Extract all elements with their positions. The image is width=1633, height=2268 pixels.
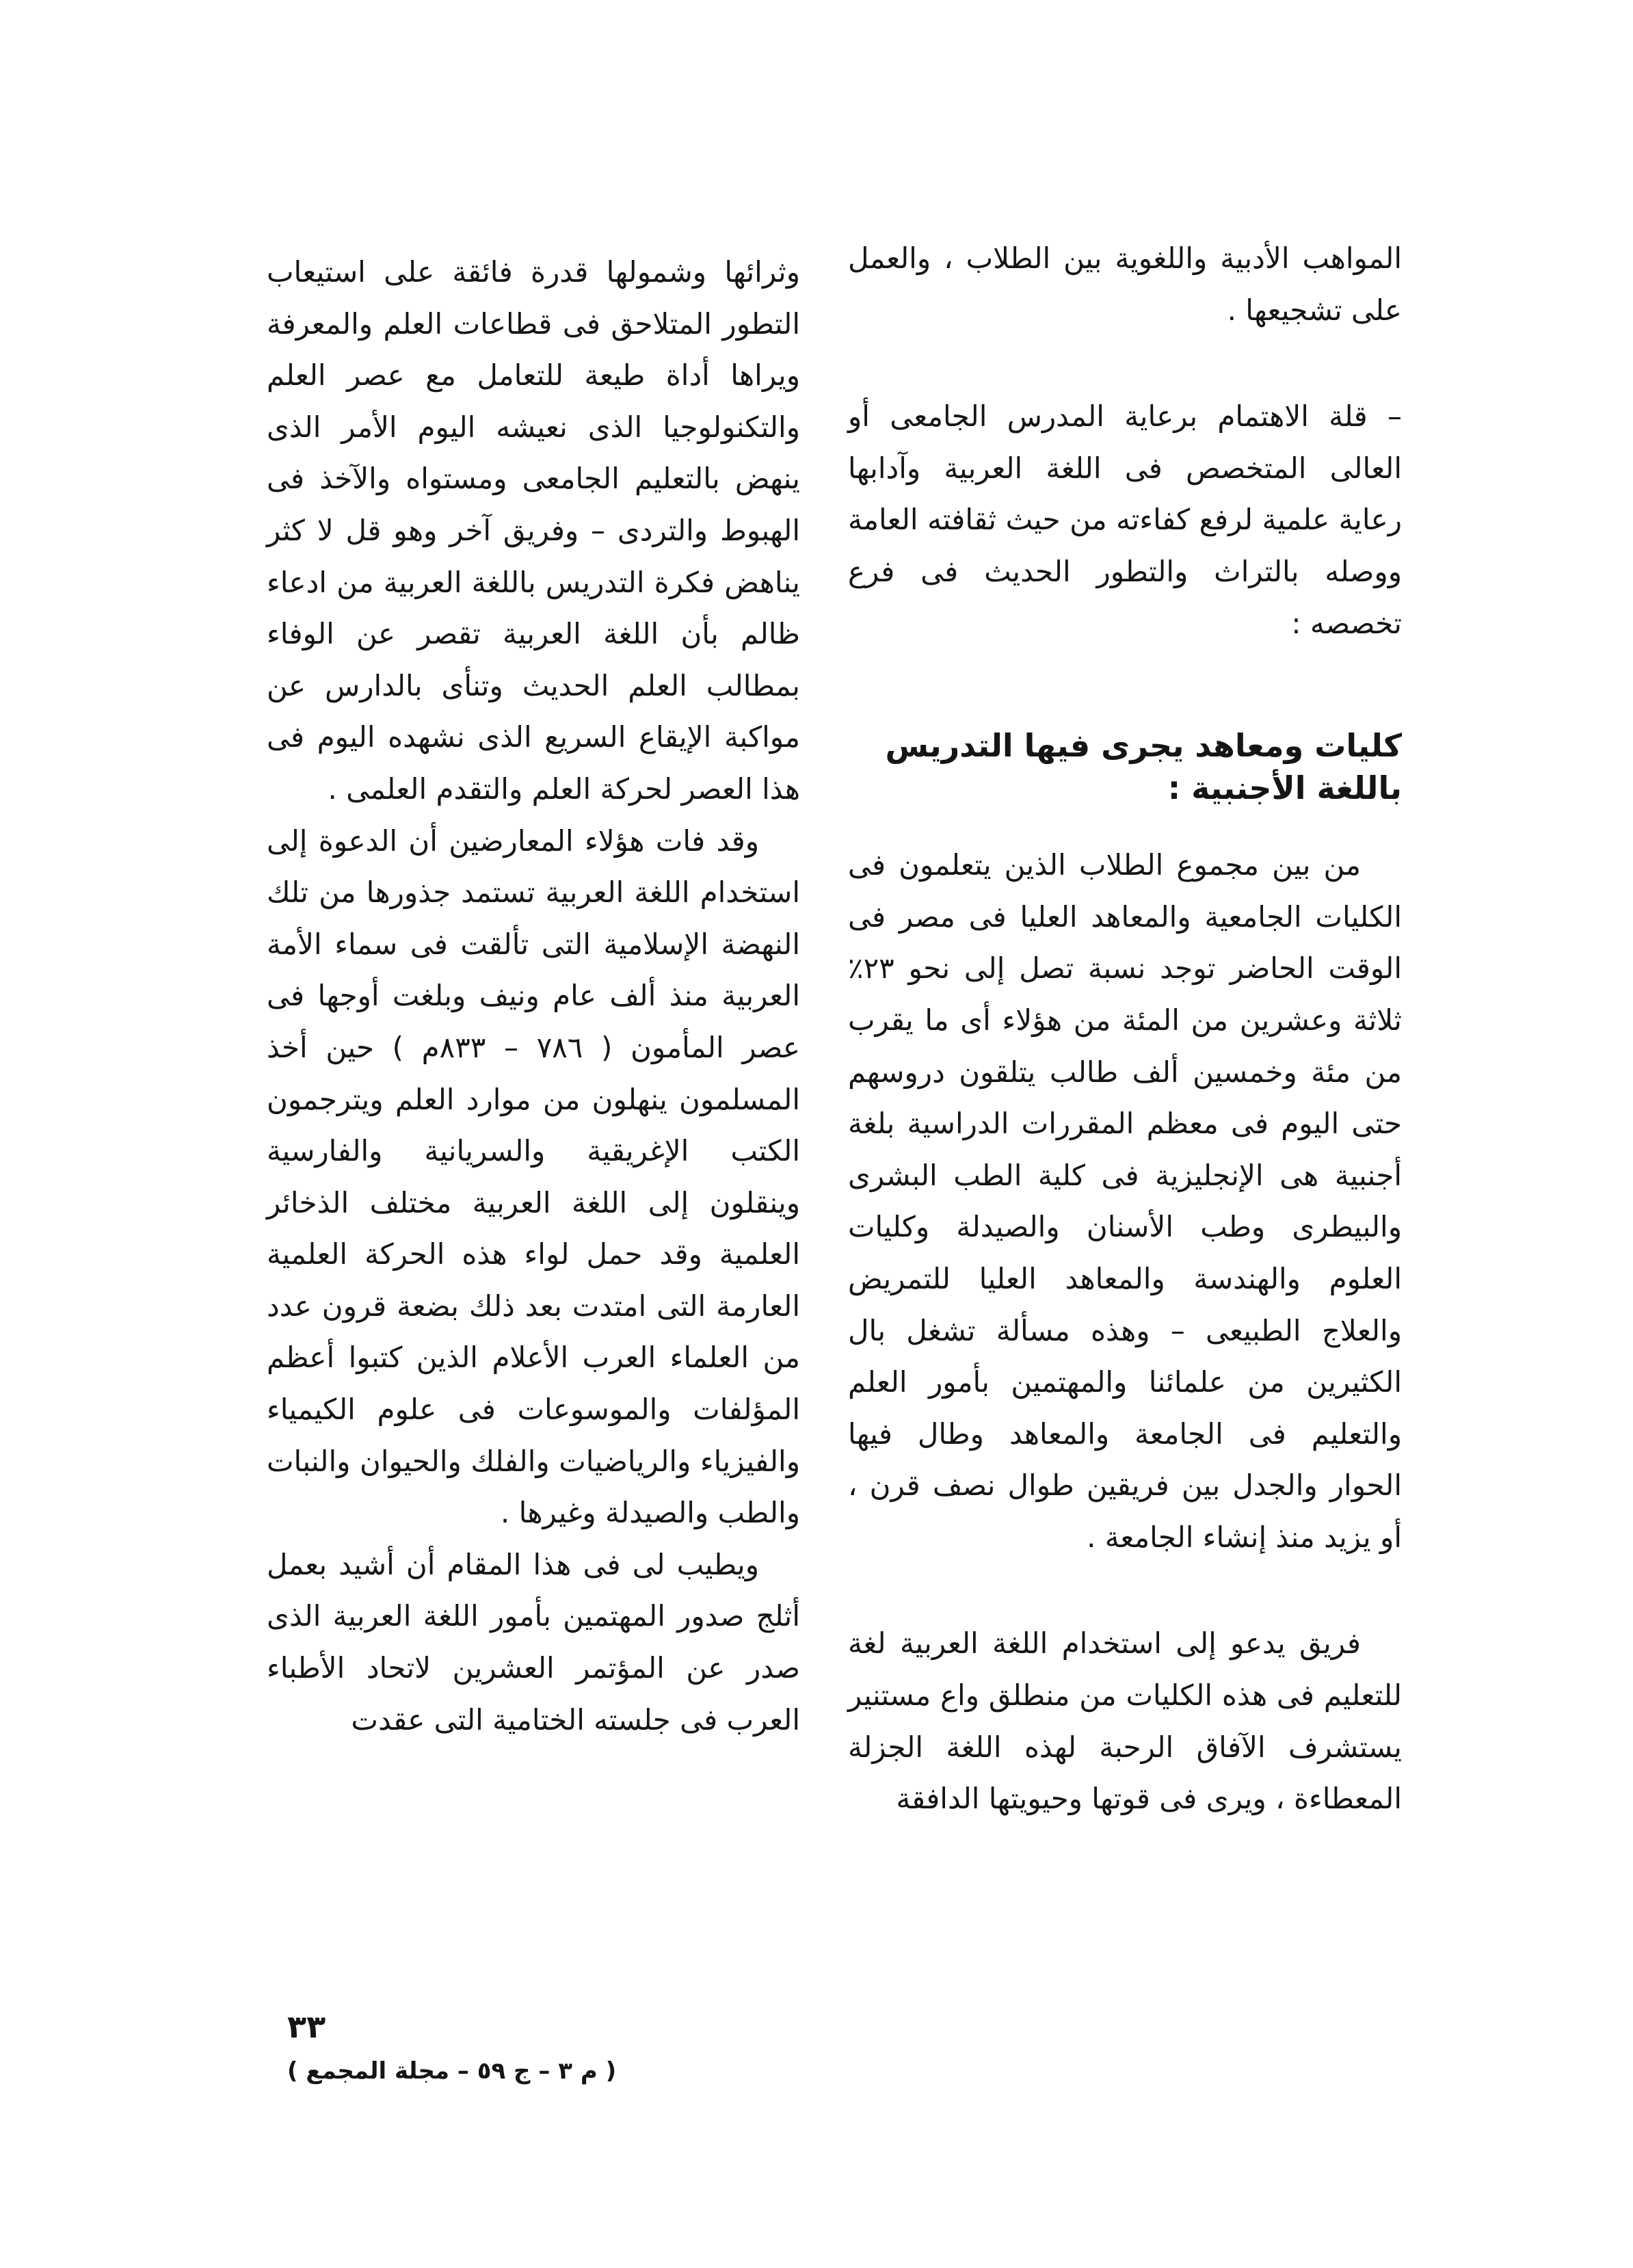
left-column: [267, 246, 800, 1745]
page-number: ٣٣: [287, 2008, 326, 2045]
section-heading: كليات ومعاهد يجرى فيها التدريس باللغة الأجنبية :: [885, 727, 1402, 807]
paragraph: وثرائها وشمولها قدرة فائقة على استيعاب التطور المتلاحق فى قطاعات العلم والمعرفة ويراها أداة طيعة للتعامل مع عصر العلم والتكنولوجيا الذى نعيشه اليوم الأمر الذى ينهض بالتعليم الجامعى ومستواه والآخذ فى الهبوط والتردى – وفريق آخر وهو قل لا كثر يناهض فكرة التدريس باللغة العربية من ادعاء ظالم بأن اللغة العربية تقصر عن الوفاء بمطالب العلم الحديث وتنأى بالدارس عن مواكبة الإيقاع السريع الذى نشهده اليوم فى هذا العصر لحركة العلم والتقدم العلمى .: [267, 255, 800, 806]
paragraph: وقد فات هؤلاء المعارضين أن الدعوة إلى استخدام اللغة العربية تستمد جذورها من تلك النهضة الإسلامية التى تألقت فى سماء الأمة العربية منذ ألف عام ونيف وبلغت أوجها فى عصر المأمون ( ٧٨٦ – ٨٣٣م ) حين أخذ المسلمون ينهلون من موارد العلم ويترجمون الكتب الإغريقية والسريانية والفارسية وينقلون إلى اللغة العربية مختلف الذخائر العلمية وقد حمل لواء هذه الحركة العلمية العارمة التى امتدت بعد ذلك بضعة قرون عدد من العلماء العرب الأعلام الذين كتبوا أعظم المؤلفات والموسوعات فى علوم الكيمياء والفيزياء والرياضيات والفلك والحيوان والنبات والطب والصيدلة وغيرها .: [267, 823, 800, 1530]
paragraph: فريق يدعو إلى استخدام اللغة العربية لغة للتعليم فى هذه الكليات من منطلق واع مستنير يستشرف الآفاق الرحبة لهذه اللغة الجزلة المعطاءة ، ويرى فى قوتها وحيويتها الدافقة: [848, 1626, 1402, 1816]
paragraph: – قلة الاهتمام برعاية المدرس الجامعى أو العالى المتخصص فى اللغة العربية وآدابها رعاية علمية لرفع كفاءته من حيث ثقافته العامة ووصله بالتراث والتطور الحديث فى فرع تخصصه :: [848, 399, 1402, 640]
right-column: [848, 233, 1402, 1825]
paragraph: المواهب الأدبية واللغوية بين الطلاب ، والعمل على تشجيعها .: [848, 241, 1402, 327]
journal-footer-note: ( م ٣ – ج ٥٩ – مجلة المجمع ): [287, 2057, 617, 2085]
paragraph: من بين مجموع الطلاب الذين يتعلمون فى الكليات الجامعية والمعاهد العليا فى مصر فى الوقت الحاضر توجد نسبة تصل إلى نحو ٢٣٪ ثلاثة وعشرين من المئة من هؤلاء أى ما يقرب من مئة وخمسين ألف طالب يتلقون دروسهم حتى اليوم فى معظم المقررات الدراسية بلغة أجنبية هى الإنجليزية فى كلية الطب البشرى والبيطرى وطب الأسنان والصيدلة وكليات العلوم والهندسة والمعاهد العليا للتمريض والعلاج الطبيعى – وهذه مسألة تشغل بال الكثيرين من علمائنا والمهتمين بأمور العلم والتعليم فى الجامعة والمعاهد وطال فيها الحوار والجدل بين فريقين طوال نصف قرن ، أو يزيد منذ إنشاء الجامعة .: [848, 848, 1402, 1554]
paragraph: ويطيب لى فى هذا المقام أن أشيد بعمل أثلج صدور المهتمين بأمور اللغة العربية الذى صدر عن المؤتمر العشرين لاتحاد الأطباء العرب فى جلسته الختامية التى عقدت: [267, 1547, 800, 1737]
